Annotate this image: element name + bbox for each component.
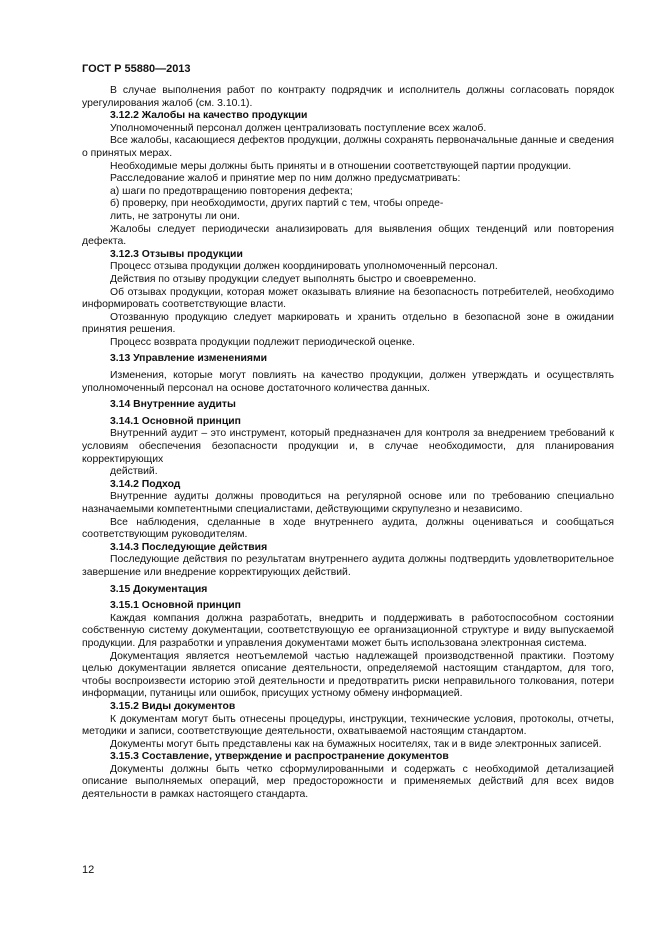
paragraph: Последующие действия по результатам внутреннего аудита должны подтвердить удовлетворительное завершение или внедрение корректирующих действий. — [82, 554, 614, 578]
section-heading: 3.15 Документация — [110, 583, 208, 595]
list-item: а) шаги по предотвращению повторения дефекта; — [110, 185, 353, 197]
paragraph: Внутренний аудит – это инструмент, который предназначен для контроля за внедрением требований к условиям обеспечения безопасности продукции и, в случае необходимости, для планирования корректирующих — [82, 428, 614, 465]
paragraph: Уполномоченный персонал должен централизовать поступление всех жалоб. — [110, 122, 487, 134]
paragraph: Процесс отзыва продукции должен координировать уполномоченный персонал. — [110, 261, 498, 273]
paragraph: Все жалобы, касающиеся дефектов продукции, должны сохранять первоначальные данные и сведения о принятых мерах. — [82, 135, 614, 159]
subsection-heading: 3.14.2 Подход — [110, 478, 181, 490]
paragraph: Процесс возврата продукции подлежит периодической оценке. — [110, 336, 415, 348]
subsection-heading: 3.15.2 Виды документов — [110, 700, 236, 712]
document-header: ГОСТ Р 55880—2013 — [82, 63, 191, 75]
section-heading: 3.14 Внутренние аудиты — [110, 399, 236, 411]
subsection-heading: 3.15.1 Основной принцип — [110, 600, 241, 612]
page-number: 12 — [82, 864, 95, 876]
paragraph: Действия по отзыву продукции следует выполнять быстро и своевременно. — [110, 273, 477, 285]
list-item-continuation: лить, не затронуты ли они. — [110, 210, 240, 222]
paragraph: К документам могут быть отнесены процедуры, инструкции, технические условия, протоколы, отчеты, методики и записи, соответствующие деятельности, охватываемой настоящим стандартом. — [82, 713, 614, 738]
paragraph: В случае выполнения работ по контракту подрядчик и исполнитель должны согласовать порядок урегулирования жалоб (см. 3.10.1). — [82, 85, 614, 109]
paragraph: Документы могут быть представлены как на бумажных носителях, так и в виде электронных записей. — [110, 738, 602, 750]
paragraph: Документы должны быть четко сформулированными и содержать с необходимой детализацией описание выполняемых операций, мер предосторожности и применяемых действий для всех видов деятельности в рамках настоящего стандарта. — [82, 763, 614, 801]
paragraph: Расследование жалоб и принятие мер по ним должно предусматривать: — [110, 173, 461, 185]
paragraph: Внутренние аудиты должны проводиться на регулярной основе или по требованию специально назначаемыми компетентными специалистами, действующими скрупулезно и независимо. — [82, 491, 614, 515]
paragraph: Об отзывах продукции, которая может оказывать влияние на безопасность потребителей, необходимо информировать соответствующие власти. — [82, 286, 614, 311]
subsection-heading: 3.12.2 Жалобы на качество продукции — [110, 110, 308, 122]
paragraph: Документация является неотъемлемой частью надлежащей производственной практики. Поэтому целью документации является описание деятельности, определяемой настоящим стандартом, для того, чтобы воспроизвести историю этой деятельности и предотвратить риски неправильного толкования, потери информации, путаницы или ошибок, присущих устному обмену информацией. — [82, 650, 614, 700]
paragraph-continuation: действий. — [110, 466, 158, 478]
subsection-heading: 3.12.3 Отзывы продукции — [110, 248, 243, 260]
subsection-heading: 3.15.3 Составление, утверждение и распространение документов — [110, 751, 449, 763]
document-body — [82, 85, 614, 802]
paragraph: Жалобы следует периодически анализировать для выявления общих тенденций или повторения дефекта. — [82, 223, 614, 248]
subsection-heading: 3.14.3 Последующие действия — [110, 541, 268, 553]
paragraph: Каждая компания должна разработать, внедрить и поддерживать в работоспособном состоянии собственную систему документации, соответствующую ее организационной структуре и виду выпускаемой продукции. Для разработки и управления документами может быть использована электронная система. — [82, 612, 614, 649]
paragraph: Отозванную продукцию следует маркировать и хранить отдельно в безопасной зоне в ожидании принятия решения. — [82, 311, 614, 336]
list-item: б) проверку, при необходимости, других партий с тем, чтобы опреде- — [110, 198, 444, 210]
paragraph: Все наблюдения, сделанные в ходе внутреннего аудита, должны оцениваться и сообщаться соответствующим руководителям. — [82, 516, 614, 541]
subsection-heading: 3.14.1 Основной принцип — [110, 415, 241, 427]
section-heading: 3.13 Управление изменениями — [110, 353, 268, 365]
paragraph: Необходимые меры должны быть приняты и в отношении соответствующей партии продукции. — [110, 160, 572, 172]
paragraph: Изменения, которые могут повлиять на качество продукции, должен утверждать и осуществлять уполномоченный персонал на основе достаточного количества данных. — [82, 370, 614, 394]
